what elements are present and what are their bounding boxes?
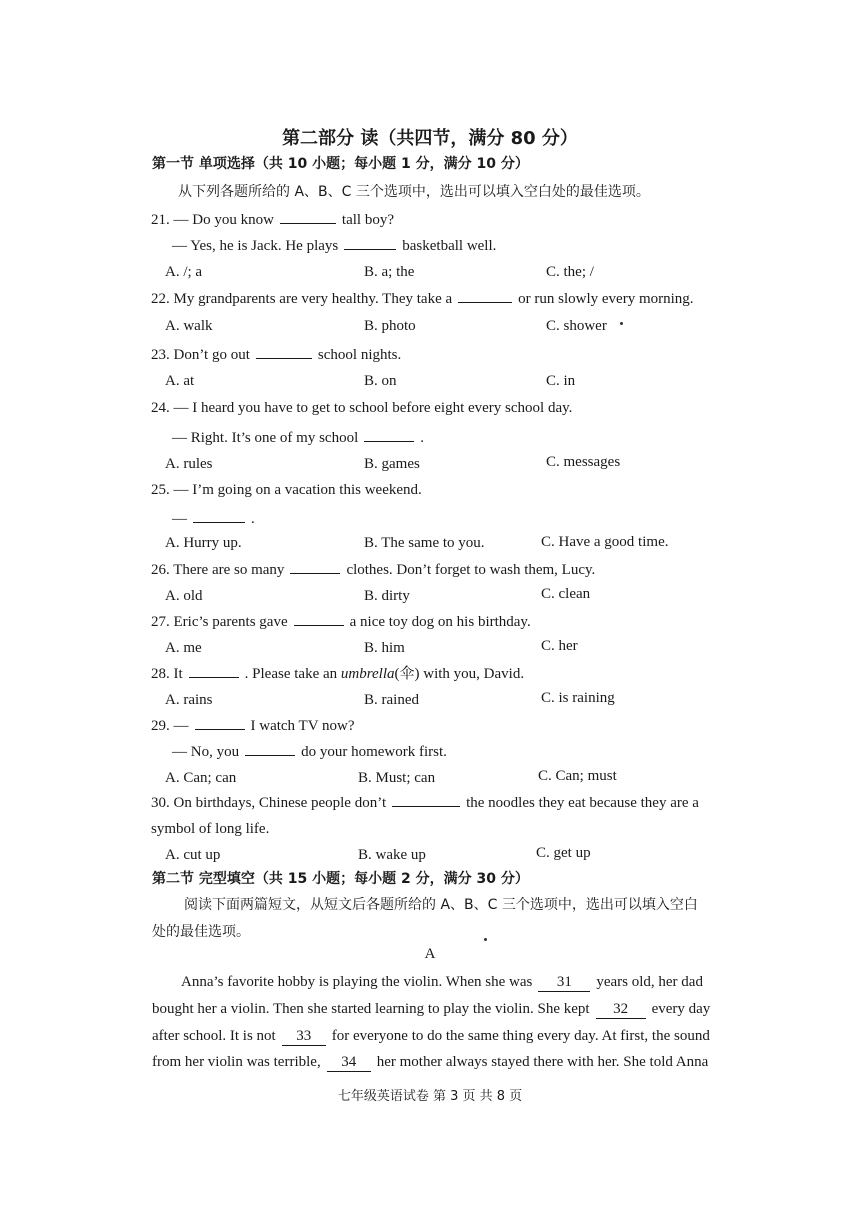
q26-option-c: C. clean: [541, 586, 591, 602]
q29-option-c: C. Can; must: [538, 768, 617, 784]
section1-instruction: 从下列各题所给的 A、B、C 三个选项中，选出可以填入空白处的最佳选项。: [178, 184, 650, 200]
q23-option-b: B. on: [364, 373, 397, 389]
answer-blank: [392, 792, 460, 807]
scan-speck: [620, 322, 623, 325]
page-footer: 七年级英语试卷 第 3 页 共 8 页: [337, 1089, 523, 1104]
q29-line1: 29. — I watch TV now?: [151, 715, 355, 736]
q23-line1: 23. Don’t go out school nights.: [151, 344, 401, 365]
q24-option-c: C. messages: [546, 454, 621, 470]
q29-option-b: B. Must; can: [358, 770, 436, 786]
passage-label: A: [424, 946, 436, 962]
q22-option-c: C. shower: [546, 318, 607, 334]
section2-heading: 第二节 完型填空（共 15 小题；每小题 2 分，满分 30 分）: [152, 871, 529, 887]
q27-option-a: A. me: [165, 640, 202, 656]
passage-line1: Anna’s favorite hobby is playing the violin. When she was 31 years old, her dad: [181, 974, 703, 990]
passage-line3: after school. It is not 33 for everyone to do the same thing every day. At first, the sound: [152, 1028, 710, 1044]
q27-option-b: B. him: [364, 640, 405, 656]
answer-blank: [256, 344, 312, 359]
q30-option-c: C. get up: [536, 845, 591, 861]
answer-blank: [290, 559, 340, 574]
passage-line2: bought her a violin. Then she started learning to play the violin. She kept 32 every day: [152, 1001, 711, 1017]
q24-line2: — Right. It’s one of my school .: [172, 427, 424, 448]
q26-option-a: A. old: [165, 588, 203, 604]
answer-blank: [245, 741, 295, 756]
q30-option-b: B. wake up: [358, 847, 426, 863]
q21-line1: 21. — Do you know tall boy?: [151, 209, 394, 230]
q21-line2: — Yes, he is Jack. He plays basketball well.: [172, 235, 496, 256]
answer-blank: [364, 427, 414, 442]
q25-line2: — .: [172, 508, 255, 529]
q24-option-b: B. games: [364, 456, 420, 472]
blank-34: 34: [327, 1053, 371, 1072]
q21-option-b: B. a; the: [364, 264, 415, 280]
q28-option-a: A. rains: [165, 692, 213, 708]
q23-option-a: A. at: [165, 373, 195, 389]
section2-instruction-line1: 阅读下面两篇短文，从短文后各题所给的 A、B、C 三个选项中，选出可以填入空白: [184, 897, 698, 913]
section1-heading: 第一节 单项选择（共 10 小题；每小题 1 分，满分 10 分）: [152, 156, 529, 172]
scan-speck: [484, 938, 487, 941]
q25-option-c: C. Have a good time.: [541, 534, 669, 550]
q27-line1: 27. Eric’s parents gave a nice toy dog on his birthday.: [151, 611, 531, 632]
q30-line1: 30. On birthdays, Chinese people don’t the noodles they eat because they are a: [151, 792, 699, 813]
answer-blank: [344, 235, 396, 250]
q28-option-c: C. is raining: [541, 690, 615, 706]
q29-option-a: A. Can; can: [165, 770, 237, 786]
q25-line1: 25. — I’m going on a vacation this weekend.: [151, 482, 422, 498]
q24-option-a: A. rules: [165, 456, 213, 472]
q25-option-b: B. The same to you.: [364, 535, 485, 551]
q23-option-c: C. in: [546, 373, 576, 389]
q25-option-a: A. Hurry up.: [165, 535, 242, 551]
section2-instruction-line2: 处的最佳选项。: [152, 924, 250, 940]
q26-option-b: B. dirty: [364, 588, 410, 604]
answer-blank: [294, 611, 344, 626]
answer-blank: [193, 508, 245, 523]
q30-line2: symbol of long life.: [151, 821, 270, 837]
blank-31: 31: [538, 973, 590, 992]
q28-option-b: B. rained: [364, 692, 419, 708]
q28-line1: 28. It . Please take an umbrella(伞) with you, David.: [151, 663, 524, 684]
q24-line1: 24. — I heard you have to get to school before eight every school day.: [151, 400, 573, 416]
blank-32: 32: [596, 1000, 646, 1019]
q22-option-a: A. walk: [165, 318, 213, 334]
answer-blank: [458, 288, 512, 303]
part-title: 第二部分 读（共四节，满分 80 分）: [282, 128, 578, 149]
passage-line4: from her violin was terrible, 34 her mother always stayed there with her. She told Anna: [152, 1054, 709, 1070]
q26-line1: 26. There are so many clothes. Don’t forget to wash them, Lucy.: [151, 559, 595, 580]
q22-line1: 22. My grandparents are very healthy. They take a or run slowly every morning.: [151, 288, 694, 309]
q29-line2: — No, you do your homework first.: [172, 741, 447, 762]
answer-blank: [195, 715, 245, 730]
q30-option-a: A. cut up: [165, 847, 221, 863]
answer-blank: [280, 209, 336, 224]
q21-option-c: C. the; /: [546, 264, 594, 280]
q27-option-c: C. her: [541, 638, 578, 654]
blank-33: 33: [282, 1027, 326, 1046]
q21-option-a: A. /; a: [165, 264, 203, 280]
q22-option-b: B. photo: [364, 318, 416, 334]
answer-blank: [189, 663, 239, 678]
